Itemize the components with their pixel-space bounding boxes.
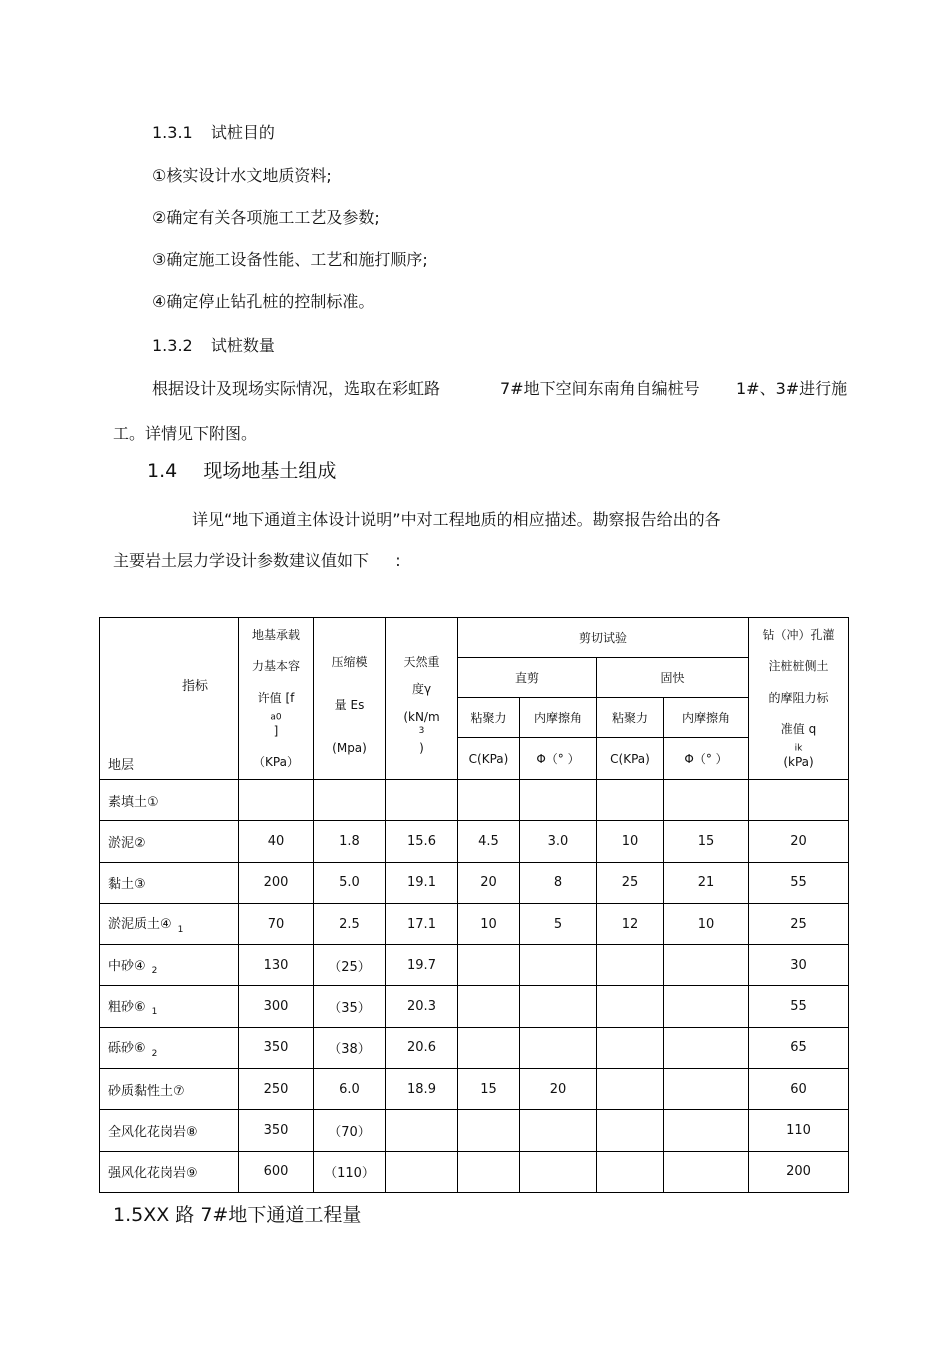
quantity-paragraph-line1 (152, 379, 440, 399)
modulus-value: （25） (314, 945, 386, 986)
header-subscript: a0 (270, 711, 282, 722)
bearing-value: 40 (239, 821, 314, 862)
quantity-paragraph-end: 1#、3#进行施 (736, 379, 848, 398)
pile-friction-value: 65 (749, 1027, 849, 1068)
cohesion-quick-value (597, 780, 664, 821)
header-pile-friction (749, 618, 849, 780)
table-row (100, 1110, 849, 1151)
header-line: 天然重 (403, 654, 440, 669)
friction-direct-value (520, 945, 597, 986)
intro-colon: : (395, 551, 401, 570)
cohesion-direct-value (458, 780, 520, 821)
header-cohesion-quick: 粘聚力 (597, 698, 664, 738)
section-132-heading (152, 336, 275, 356)
header-line (781, 722, 816, 769)
layer-name: 淤泥质土④ (108, 917, 172, 933)
header-line: 的摩阻力标 (768, 690, 829, 705)
layer-name: 强风化花岗岩⑨ (108, 1166, 198, 1182)
friction-direct-value (520, 1110, 597, 1151)
section-14-heading (147, 459, 336, 483)
section-15-heading: 1.5XX 路 7#地下通道工程量 (113, 1204, 362, 1226)
header-line: 力基本容 (251, 659, 300, 674)
layer-name-cell (100, 903, 239, 944)
header-line: 钻（冲）孔灌 (762, 627, 835, 642)
cohesion-direct-value: 10 (458, 903, 520, 944)
cohesion-direct-value: 4.5 (458, 821, 520, 862)
weight-value: 19.1 (386, 862, 458, 903)
friction-direct-value (520, 1027, 597, 1068)
weight-value (386, 780, 458, 821)
weight-value: 18.9 (386, 1069, 458, 1110)
corner-header-layer: 地层 (108, 758, 135, 773)
layer-subscript: 1 (151, 1007, 158, 1018)
header-line-part: 准值 q (780, 722, 817, 737)
weight-value: 15.6 (386, 821, 458, 862)
cohesion-quick-value: 12 (597, 903, 664, 944)
bearing-value: 300 (239, 986, 314, 1027)
header-line-part: ] (273, 723, 279, 738)
friction-quick-value (664, 986, 749, 1027)
bearing-value: 200 (239, 862, 314, 903)
friction-direct-value: 20 (520, 1069, 597, 1110)
layer-name: 素填土① (108, 794, 159, 810)
header-friction-quick: 内摩擦角 (664, 698, 749, 738)
layer-name: 黏土③ (108, 877, 146, 893)
soil-table-body (100, 780, 849, 1193)
modulus-value: 6.0 (314, 1069, 386, 1110)
bearing-value: 130 (239, 945, 314, 986)
section-number: 1.4 (147, 460, 178, 482)
weight-value (386, 1151, 458, 1192)
bearing-value: 250 (239, 1069, 314, 1110)
cohesion-quick-value (597, 1110, 664, 1151)
header-line: （KPa） (253, 755, 299, 770)
layer-name-cell (100, 862, 239, 903)
header-line: 地基承载 (251, 627, 300, 642)
layer-name: 淤泥② (108, 835, 146, 851)
purpose-item: ③确定施工设备性能、工艺和施打顺序; (152, 250, 428, 269)
friction-quick-value (664, 1110, 749, 1151)
bearing-value: 350 (239, 1027, 314, 1068)
header-line: 压缩模 (331, 654, 368, 669)
header-line-part: (kN/m (403, 709, 440, 724)
bearing-value (239, 780, 314, 821)
table-row (100, 1027, 849, 1068)
table-row (100, 780, 849, 821)
cohesion-quick-value (597, 945, 664, 986)
header-cohesion-direct-unit: C(KPa) (458, 738, 520, 780)
pile-friction-value: 55 (749, 862, 849, 903)
friction-quick-value: 15 (664, 821, 749, 862)
pile-friction-value: 30 (749, 945, 849, 986)
layer-name-cell (100, 945, 239, 986)
pile-friction-value: 200 (749, 1151, 849, 1192)
cohesion-quick-value (597, 986, 664, 1027)
modulus-value: 5.0 (314, 862, 386, 903)
table-row (100, 821, 849, 862)
section-number: 1.3.1 (152, 123, 193, 142)
friction-direct-value (520, 1151, 597, 1192)
modulus-value: （38） (314, 1027, 386, 1068)
pile-friction-value: 60 (749, 1069, 849, 1110)
weight-value: 20.6 (386, 1027, 458, 1068)
friction-quick-value: 10 (664, 903, 749, 944)
header-line: 注桩桩侧土 (768, 659, 829, 674)
modulus-value (314, 780, 386, 821)
section-title: 试桩数量 (210, 336, 275, 355)
layer-name: 全风化花岗岩⑧ (108, 1125, 198, 1141)
corner-header-cell (100, 618, 239, 780)
layer-name-cell (100, 986, 239, 1027)
header-line: (Mpa) (332, 740, 367, 755)
weight-value (386, 1110, 458, 1151)
layer-name-cell (100, 1110, 239, 1151)
friction-quick-value (664, 1069, 749, 1110)
soil-parameters-table (99, 617, 849, 1193)
modulus-value: （35） (314, 986, 386, 1027)
table-row (100, 1069, 849, 1110)
table-row (100, 945, 849, 986)
pile-friction-value: 20 (749, 821, 849, 862)
cohesion-direct-value (458, 1110, 520, 1151)
layer-name: 砂质黏性土⑦ (108, 1083, 185, 1099)
layer-subscript: 2 (151, 966, 158, 977)
header-line-part: (kPa) (783, 755, 814, 770)
table-row (100, 903, 849, 944)
intro-text: 主要岩土层力学设计参数建议值如下 (113, 551, 370, 570)
purpose-item: ④确定停止钻孔桩的控制标准。 (152, 292, 375, 311)
layer-name-cell (100, 1151, 239, 1192)
friction-direct-value: 5 (520, 903, 597, 944)
modulus-value: 2.5 (314, 903, 386, 944)
pile-friction-value: 55 (749, 986, 849, 1027)
header-superscript: 3 (418, 725, 425, 736)
layer-name-cell (100, 1027, 239, 1068)
cohesion-direct-value (458, 945, 520, 986)
friction-quick-value (664, 1151, 749, 1192)
header-line (403, 710, 439, 755)
header-friction-direct: 内摩擦角 (520, 698, 597, 738)
quantity-paragraph-line2: 工。详情见下附图。 (113, 424, 258, 443)
layer-name: 中砂④ (108, 958, 146, 974)
layer-name-cell (100, 821, 239, 862)
header-subscript: ik (794, 743, 803, 754)
header-cohesion-direct: 粘聚力 (458, 698, 520, 738)
layer-name: 砾砂⑥ (108, 1041, 146, 1057)
friction-quick-value (664, 1027, 749, 1068)
layer-name-cell (100, 1069, 239, 1110)
header-compression-modulus (314, 618, 386, 780)
bearing-value: 600 (239, 1151, 314, 1192)
header-shear-test: 剪切试验 (458, 618, 749, 658)
quantity-paragraph-mid: 7#地下空间东南角自编桩号 (500, 379, 700, 398)
header-friction-quick-unit: Φ（° ） (664, 738, 749, 780)
header-line: 度γ (411, 682, 432, 696)
header-unit-weight (386, 618, 458, 780)
cohesion-direct-value (458, 1151, 520, 1192)
table-row (100, 862, 849, 903)
friction-direct-value (520, 986, 597, 1027)
header-consolidated-quick: 固快 (597, 658, 749, 698)
cohesion-quick-value (597, 1027, 664, 1068)
header-bearing-capacity (239, 618, 314, 780)
friction-quick-value (664, 780, 749, 821)
header-direct-shear: 直剪 (458, 658, 597, 698)
pile-friction-value: 110 (749, 1110, 849, 1151)
bearing-value: 350 (239, 1110, 314, 1151)
friction-direct-value: 8 (520, 862, 597, 903)
friction-direct-value (520, 780, 597, 821)
header-line: 量 Es (334, 697, 365, 712)
cohesion-direct-value (458, 1027, 520, 1068)
quantity-text-1: 根据设计及现场实际情况，选取在彩虹路 (152, 379, 441, 398)
header-line-part: ) (419, 740, 424, 755)
friction-quick-value (664, 945, 749, 986)
header-cohesion-quick-unit: C(KPa) (597, 738, 664, 780)
modulus-value: （70） (314, 1110, 386, 1151)
intro-paragraph-line2 (113, 551, 401, 571)
weight-value: 19.7 (386, 945, 458, 986)
modulus-value: 1.8 (314, 821, 386, 862)
corner-header-index: 指标 (182, 679, 209, 694)
header-friction-direct-unit: Φ（° ） (520, 738, 597, 780)
modulus-value: （110） (314, 1151, 386, 1192)
cohesion-quick-value: 25 (597, 862, 664, 903)
layer-name-cell (100, 780, 239, 821)
pile-friction-value: 25 (749, 903, 849, 944)
layer-subscript: 1 (177, 924, 184, 935)
section-number: 1.3.2 (152, 336, 193, 355)
weight-value: 20.3 (386, 986, 458, 1027)
purpose-item: ①核实设计水文地质资料; (152, 166, 332, 185)
layer-name: 粗砂⑥ (108, 999, 146, 1015)
weight-value: 17.1 (386, 903, 458, 944)
table-row (100, 986, 849, 1027)
cohesion-direct-value: 15 (458, 1069, 520, 1110)
cohesion-direct-value: 20 (458, 862, 520, 903)
header-line (258, 691, 295, 738)
pile-friction-value (749, 780, 849, 821)
cohesion-quick-value (597, 1069, 664, 1110)
cohesion-quick-value: 10 (597, 821, 664, 862)
cohesion-quick-value (597, 1151, 664, 1192)
section-title: 试桩目的 (210, 123, 275, 142)
intro-paragraph-line1: 详见“地下通道主体设计说明”中对工程地质的相应描述。勘察报告给出的各 (192, 510, 721, 529)
header-line-part: 许值 [f (257, 690, 295, 705)
purpose-item: ②确定有关各项施工工艺及参数; (152, 208, 380, 227)
table-row (100, 1151, 849, 1192)
layer-subscript: 2 (151, 1048, 158, 1059)
friction-quick-value: 21 (664, 862, 749, 903)
cohesion-direct-value (458, 986, 520, 1027)
section-title: 现场地基土组成 (203, 460, 337, 482)
friction-direct-value: 3.0 (520, 821, 597, 862)
section-131-heading (152, 123, 275, 143)
bearing-value: 70 (239, 903, 314, 944)
